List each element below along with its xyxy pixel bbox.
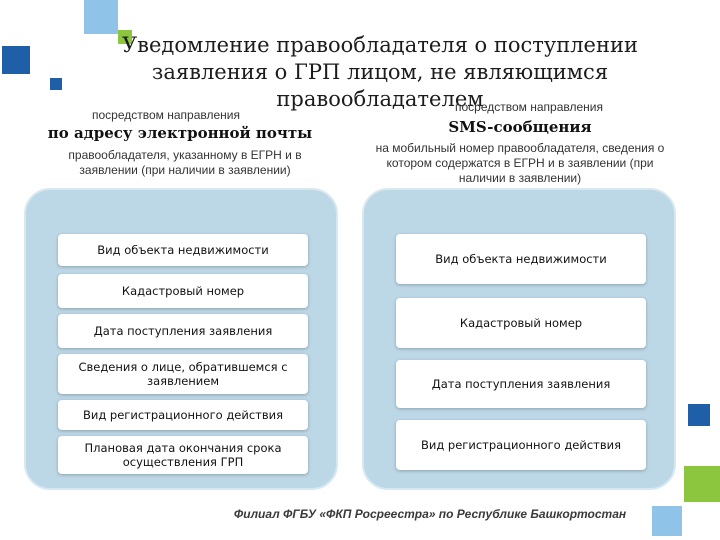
footer-text: Филиал ФГБУ «ФКП Росреестра» по Республике Башкортостан: [233, 507, 627, 521]
right-item-registration-action: Вид регистрационного действия: [396, 420, 646, 470]
left-item-registration-action: Вид регистрационного действия: [58, 400, 308, 430]
left-heading: по адресу электронной почты: [47, 124, 313, 142]
left-item-application-date: Дата поступления заявления: [58, 314, 308, 348]
left-item-planned-end-date: Плановая дата окончания срока осуществления ГРП: [58, 436, 308, 474]
right-prefix: посредством направления: [455, 100, 604, 114]
right-item-object-type: Вид объекта недвижимости: [396, 234, 646, 284]
left-item-applicant-info: Сведения о лице, обратившемся с заявлением: [58, 354, 308, 394]
right-item-application-date: Дата поступления заявления: [396, 360, 646, 408]
page-title: Уведомление правообладателя о поступлении заявления о ГРП лицом, не являющимся правообладателем: [122, 33, 638, 111]
right-heading: SMS-сообщения: [448, 118, 592, 136]
decor-square-blue-right: [688, 404, 710, 426]
left-item-cadastral-number: Кадастровый номер: [58, 274, 308, 308]
decor-square-green-right: [684, 466, 720, 502]
decor-square-light-blue: [84, 0, 118, 34]
decor-square-light-blue-right: [652, 506, 682, 536]
left-item-object-type: Вид объекта недвижимости: [58, 234, 308, 266]
left-prefix: посредством направления: [92, 108, 241, 122]
left-description: правообладателя, указанному в ЕГРН и в заявлении (при наличии в заявлении): [68, 148, 302, 177]
right-description: на мобильный номер правообладателя, сведения о котором содержатся в ЕГРН и в заявлении (при наличии в заявлении): [375, 141, 665, 185]
right-item-cadastral-number: Кадастровый номер: [396, 298, 646, 348]
decor-square-blue-small: [50, 78, 62, 90]
decor-square-blue-large: [2, 46, 30, 74]
